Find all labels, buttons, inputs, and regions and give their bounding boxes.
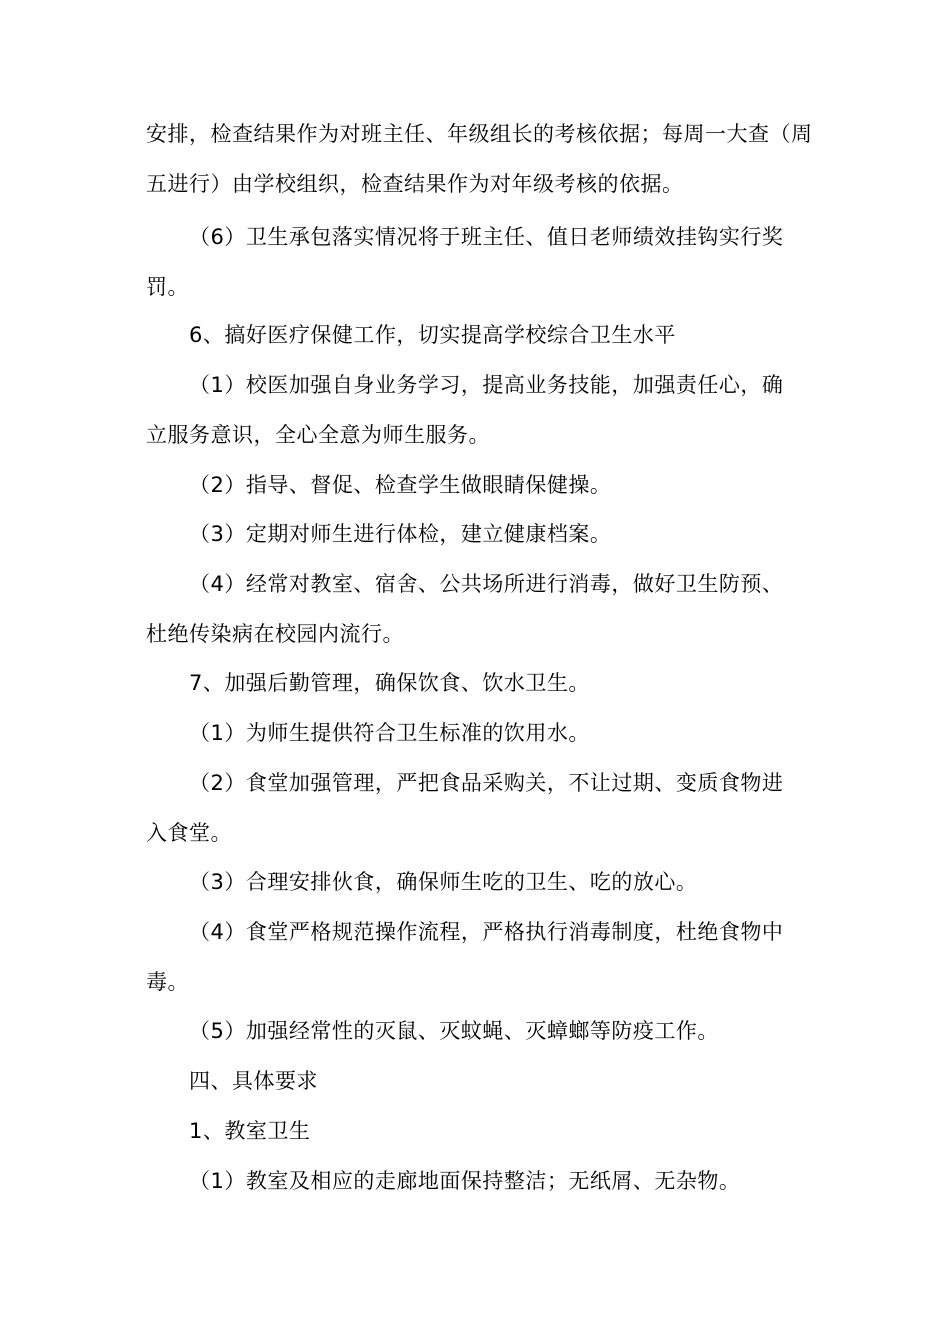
text-line: （5）加强经常性的灭鼠、灭蚊蝇、灭蟑螂等防疫工作。 (189, 1019, 719, 1043)
text-line: （1）为师生提供符合卫生标准的饮用水。 (189, 721, 590, 745)
section-heading: 四、具体要求 (189, 1069, 318, 1093)
section-heading: 7、加强后勤管理，确保饮食、饮水卫生。 (189, 671, 590, 695)
text-line: （3）合理安排伙食，确保师生吃的卫生、吃的放心。 (189, 870, 698, 894)
text-line: 入食堂。 (146, 821, 232, 845)
text-line: 五进行）由学校组织，检查结果作为对年级考核的依据。 (146, 172, 684, 196)
text-line: （1）教室及相应的走廊地面保持整洁；无纸屑、无杂物。 (189, 1169, 741, 1193)
text-line: 立服务意识，全心全意为师生服务。 (146, 423, 490, 447)
section-heading: 6、搞好医疗保健工作，切实提高学校综合卫生水平 (189, 323, 676, 347)
text-line: （2）指导、督促、检查学生做眼睛保健操。 (189, 473, 612, 497)
text-line: （4）食堂严格规范操作流程，严格执行消毒制度，杜绝食物中 (189, 920, 784, 944)
text-line: （1）校医加强自身业务学习，提高业务技能，加强责任心，确 (189, 373, 784, 397)
text-line: （6）卫生承包落实情况将于班主任、值日老师绩效挂钩实行奖 (189, 225, 784, 249)
text-line: 杜绝传染病在校园内流行。 (146, 622, 404, 646)
text-line: （3）定期对师生进行体检，建立健康档案。 (189, 522, 612, 546)
text-line: （4）经常对教室、宿舍、公共场所进行消毒，做好卫生防预、 (189, 572, 784, 596)
text-line: 毒。 (146, 970, 189, 994)
text-line: （2）食堂加强管理，严把食品采购关，不让过期、变质食物进 (189, 771, 784, 795)
text-line: 安排，检查结果作为对班主任、年级组长的考核依据；每周一大查（周 (146, 122, 813, 146)
text-line: 罚。 (146, 275, 189, 299)
section-heading: 1、教室卫生 (189, 1119, 311, 1143)
